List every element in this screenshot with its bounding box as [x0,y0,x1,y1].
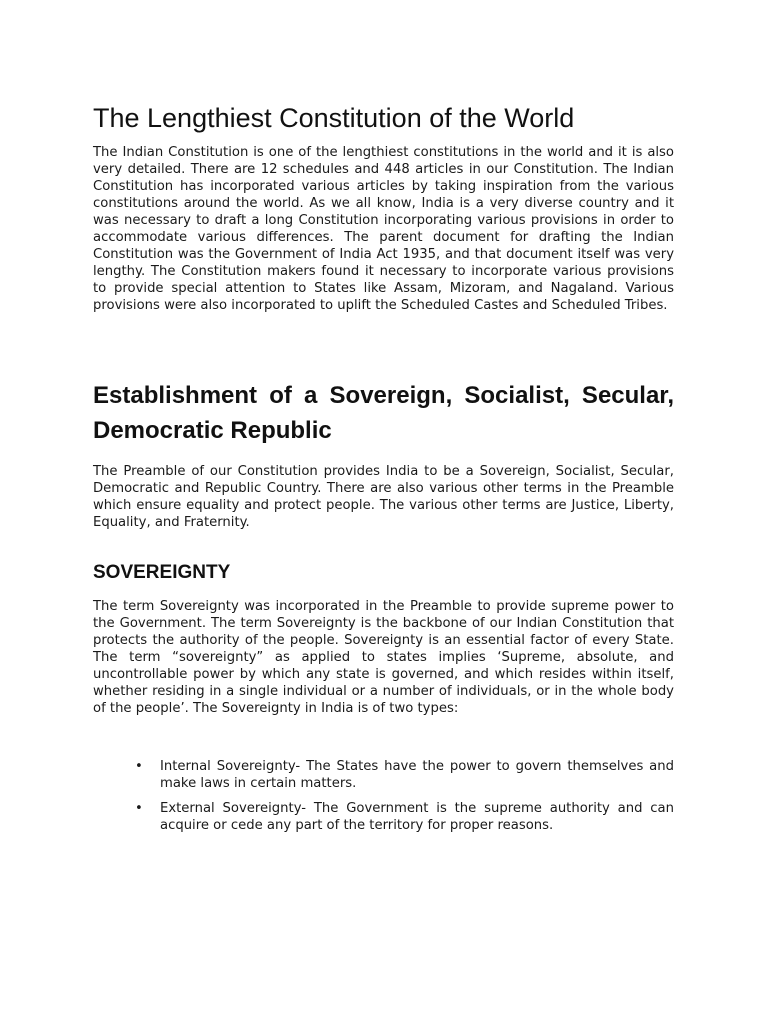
list-item-text: Internal Sovereignty- The States have the power to govern themselves and make laws in certain matters. [160,759,674,791]
section-heading: Establishment of a Sovereign, Socialist, Secular, Democratic Republic [93,382,674,444]
bullet-icon: • [135,759,143,774]
list-item [93,800,674,834]
sovereignty-types-list [93,758,674,842]
bullet-icon: • [135,801,143,816]
list-item-text: External Sovereignty- The Government is the supreme authority and can acquire or cede any part of the territory for proper reasons. [160,801,674,833]
page-title: The Lengthiest Constitution of the World [93,103,575,133]
preamble-paragraph: The Preamble of our Constitution provides India to be a Sovereign, Socialist, Secular, Democratic and Republic Country. There are also various other terms in the Preamble which ensure equality and protect people. The various other terms are Justice, Liberty, Equality, and Fraternity. [93,464,674,530]
subsection-heading: SOVEREIGNTY [93,562,231,583]
intro-paragraph: The Indian Constitution is one of the lengthiest constitutions in the world and it is also very detailed. There are 12 schedules and 448 articles in our Constitution. The Indian Constitution has incorporated various articles by taking inspiration from the various constitutions around the world. As we all know, India is a very diverse country and it was necessary to draft a long Constitution incorporating various provisions in order to accommodate various differences. The parent document for drafting the Indian Constitution was the Government of India Act 1935, and that document itself was very lengthy. The Constitution makers found it necessary to incorporate various provisions to provide special attention to States like Assam, Mizoram, and Nagaland. Various provisions were also incorporated to uplift the Scheduled Castes and Scheduled Tribes. [93,145,674,313]
list-item [93,758,674,792]
sovereignty-paragraph: The term Sovereignty was incorporated in the Preamble to provide supreme power to the Government. The term Sovereignty is the backbone of our Indian Constitution that protects the authority of the people. Sovereignty is an essential factor of every State. The term “sovereignty” as applied to states implies ‘Supreme, absolute, and uncontrollable power by which any state is governed, and which resides within itself, whether residing in a single individual or a number of individuals, or in the whole body of the people’. The Sovereignty in India is of two types: [93,599,674,716]
